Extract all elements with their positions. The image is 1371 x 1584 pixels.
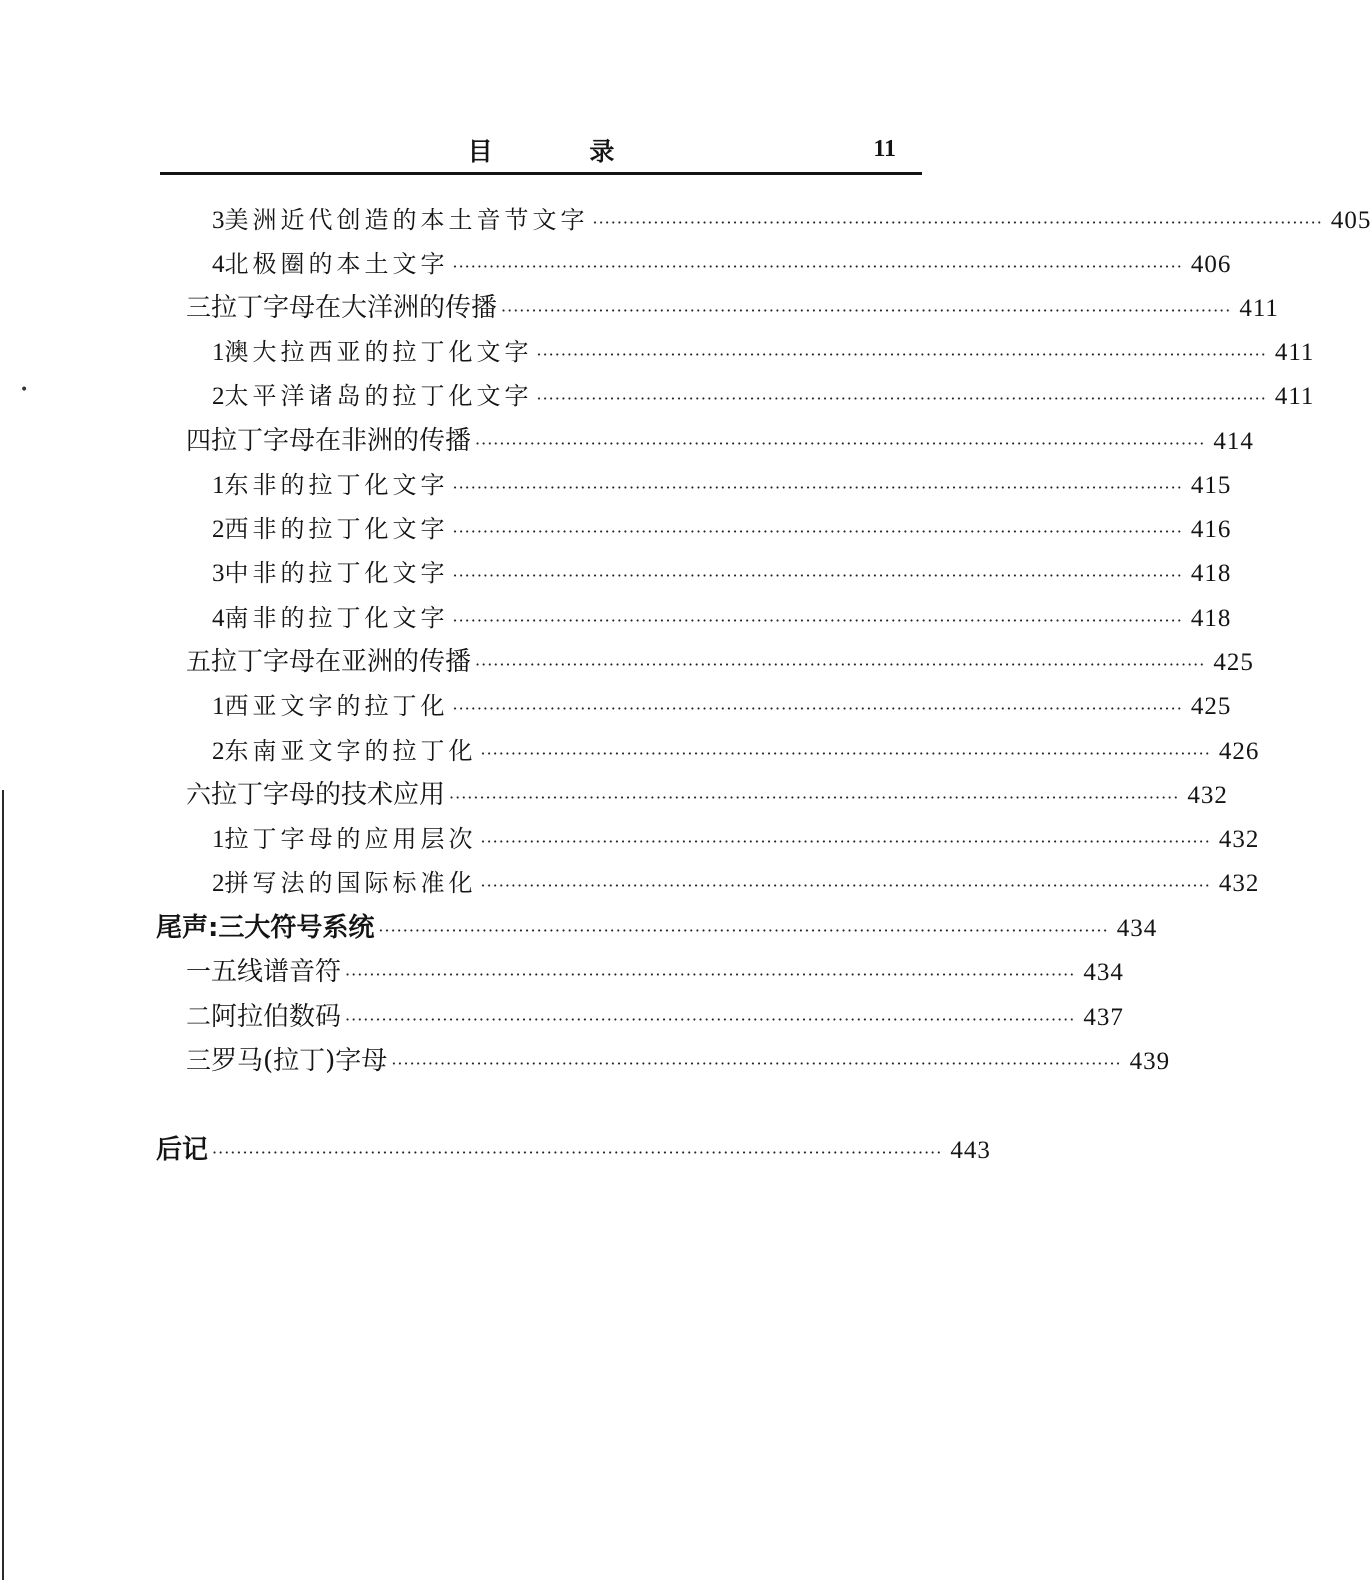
toc-entry [186, 421, 1254, 461]
toc-dot-leader: ························································································································ [345, 965, 1076, 984]
scan-speck: • [20, 382, 29, 398]
toc-entry-title: 西非的拉丁化文字 [224, 515, 449, 543]
toc-entry-title: 美洲近代创造的本土音节文字 [224, 206, 589, 234]
toc-dot-leader: ························································································································ [391, 1054, 1122, 1073]
toc-entry-number: 五 [186, 649, 212, 676]
toc-entry-title: 中非的拉丁化文字 [224, 559, 449, 587]
toc-dot-leader: ························································································································ [480, 876, 1211, 895]
toc-entry-page: 406 [1190, 251, 1232, 278]
toc-entry-page: 425 [1190, 693, 1232, 720]
toc-entry [186, 288, 1279, 328]
toc-entry-page: 411 [1274, 383, 1315, 410]
toc-entry-page: 414 [1213, 428, 1254, 455]
toc-entry [156, 908, 1158, 948]
toc-entry [186, 775, 1228, 815]
header-title: 目 录 [467, 137, 659, 166]
toc-entry-title: 拉丁字母的技术应用 [211, 780, 446, 810]
toc-dot-leader: ························································································································ [475, 434, 1206, 453]
toc-dot-leader: ························································································································ [212, 1143, 943, 1162]
toc-entry [212, 332, 1315, 372]
toc-entry-number: 三 [186, 1048, 212, 1075]
toc-dot-leader: ························································································································ [452, 611, 1183, 630]
toc-entry-title: 澳大拉西亚的拉丁化文字 [224, 338, 533, 366]
toc-entry-title: 拉丁字母的应用层次 [224, 825, 477, 853]
toc-entry [212, 819, 1260, 859]
toc-entry-number: 2 [212, 383, 225, 410]
toc-entry-page: 411 [1239, 295, 1279, 322]
toc-entry [156, 1130, 991, 1170]
toc-entry-title: 东非的拉丁化文字 [224, 471, 449, 499]
toc-entry-page: 418 [1190, 560, 1232, 587]
toc-dot-leader: ························································································································ [592, 213, 1323, 232]
toc-entry-number: 3 [212, 560, 225, 587]
toc-entry-title: 拉丁字母在非洲的传播 [211, 426, 472, 456]
scan-edge-line [2, 790, 4, 1580]
toc-entry-page: 411 [1274, 339, 1315, 366]
toc-entry-page: 432 [1218, 870, 1260, 897]
toc-dot-leader: ························································································································ [480, 832, 1211, 851]
toc-entry-page: 437 [1083, 1004, 1124, 1031]
toc-entry-page: 434 [1116, 915, 1158, 942]
toc-entry-number: 2 [212, 870, 225, 897]
toc-entry [212, 509, 1232, 549]
toc-entry [212, 376, 1315, 416]
toc-dot-leader: ························································································································ [378, 921, 1109, 940]
toc-entry-title: 拉丁字母在大洋洲的传播 [211, 293, 498, 323]
toc-entry-page: 415 [1190, 472, 1232, 499]
toc-entry [212, 200, 1371, 240]
toc-dot-leader: ························································································································ [501, 301, 1232, 320]
toc-entry-number: 四 [186, 428, 212, 455]
toc-entry-page: 434 [1083, 959, 1124, 986]
toc-entry-page: 439 [1129, 1048, 1171, 1075]
toc-dot-leader: ························································································································ [480, 744, 1211, 763]
toc-entry [212, 863, 1260, 903]
toc-entry-title: 拼写法的国际标准化 [224, 869, 477, 897]
toc-entry-title: 东南亚文字的拉丁化 [224, 737, 477, 765]
toc-entry-title: 阿拉伯数码 [211, 1002, 342, 1032]
toc-entry-number: 1 [212, 339, 225, 366]
toc-entry-number: 1 [212, 693, 225, 720]
toc-dot-leader: ························································································································ [536, 389, 1267, 408]
toc-entry-page: 425 [1213, 649, 1254, 676]
toc-entry-page: 418 [1190, 605, 1232, 632]
toc-entry-page: 426 [1218, 738, 1260, 765]
toc-entry-number: 3 [212, 207, 225, 234]
toc-dot-leader: ························································································································ [452, 699, 1183, 718]
toc-entry-page: 416 [1190, 516, 1232, 543]
toc-entry-number: 1 [212, 472, 225, 499]
toc-entry [212, 598, 1232, 638]
toc-entry-page: 432 [1187, 782, 1228, 809]
toc-entry-number: 1 [212, 826, 225, 853]
toc-entry-number: 一 [186, 959, 212, 986]
toc-entry [212, 465, 1232, 505]
toc-entry [186, 997, 1124, 1037]
toc-entry-title: 南非的拉丁化文字 [224, 604, 449, 632]
toc-dot-leader: ························································································································ [536, 345, 1267, 364]
toc-entry [186, 642, 1254, 682]
toc-entry [186, 1041, 1171, 1081]
toc-entry [186, 952, 1124, 992]
toc-entry-page: 405 [1330, 207, 1371, 234]
toc-entry-number: 2 [212, 516, 225, 543]
toc-entry-title: 太平洋诸岛的拉丁化文字 [224, 382, 533, 410]
toc-dot-leader: ························································································································ [475, 655, 1206, 674]
toc-entry-number: 三 [186, 295, 212, 322]
toc-entry-number: 二 [186, 1004, 212, 1031]
toc-entry [212, 553, 1232, 593]
toc-entry-title: 罗马(拉丁)字母 [211, 1046, 388, 1076]
toc-dot-leader: ························································································································ [452, 522, 1183, 541]
toc-entry-title: 西亚文字的拉丁化 [224, 692, 449, 720]
toc-entry-title: 五线谱音符 [211, 957, 342, 987]
toc-entry-number: 4 [212, 605, 225, 632]
toc-entry-number: 六 [186, 782, 212, 809]
toc-dot-leader: ························································································································ [452, 566, 1183, 585]
toc-entry [212, 686, 1232, 726]
toc-entry-number: 4 [212, 251, 225, 278]
toc-entry-number: 2 [212, 738, 225, 765]
toc-entry-page: 443 [950, 1137, 991, 1164]
toc-dot-leader: ························································································································ [449, 788, 1180, 807]
toc-entry-title: 北极圈的本土文字 [224, 250, 449, 278]
toc-entry-title: 后记 [156, 1135, 209, 1165]
toc-dot-leader: ························································································································ [452, 257, 1183, 276]
toc-entry-title: 尾声:三大符号系统 [156, 913, 375, 943]
toc-entry [212, 244, 1232, 284]
toc-entry [212, 731, 1260, 771]
header-page-number: 11 [873, 136, 896, 162]
toc-dot-leader: ························································································································ [345, 1010, 1076, 1029]
toc-dot-leader: ························································································································ [452, 478, 1183, 497]
toc-entry-page: 432 [1218, 826, 1260, 853]
toc-entry-title: 拉丁字母在亚洲的传播 [211, 647, 472, 677]
